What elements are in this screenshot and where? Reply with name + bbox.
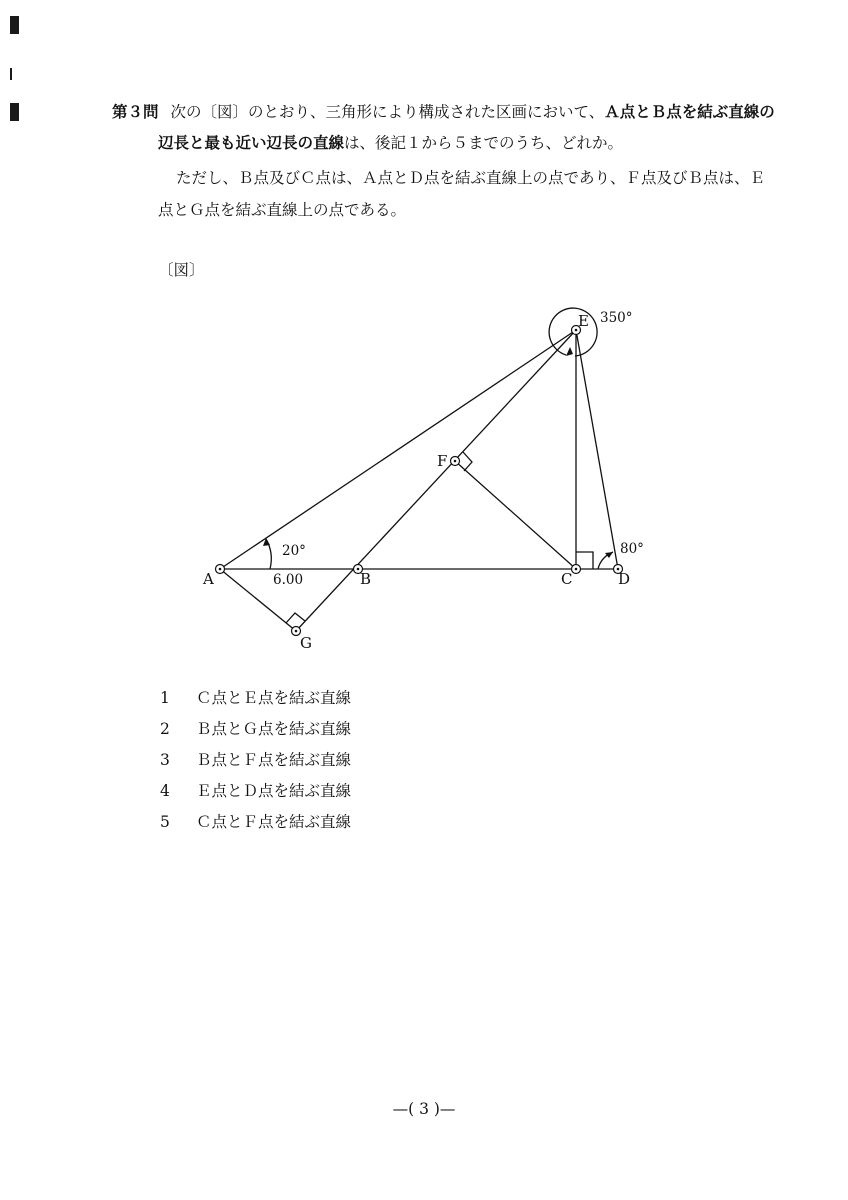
choice-number: 4: [160, 782, 170, 800]
arrowhead-E: [566, 347, 573, 356]
line-AE: [220, 330, 576, 569]
line-FC: [455, 461, 576, 569]
question-text-bold: Ａ点とＢ点を結ぶ直線の: [604, 103, 775, 121]
angle-label-A: 20°: [282, 543, 306, 559]
choice-item: [160, 717, 351, 748]
label-G: G: [300, 634, 312, 652]
question-text-bold: 辺長と最も近い辺長の直線: [158, 134, 345, 152]
right-angle-F: [463, 452, 472, 471]
line-GE: [296, 330, 576, 631]
figure-label: 〔図〕: [158, 261, 205, 279]
choice-number: 2: [160, 720, 170, 738]
choice-number: 5: [160, 813, 170, 831]
choice-text: Ｃ点とＦ点を結ぶ直線: [196, 813, 352, 831]
label-D: D: [618, 570, 631, 588]
note-line2: 点とＧ点を結ぶ直線上の点である。: [158, 201, 407, 219]
choice-item: [160, 810, 351, 841]
choice-number: 1: [160, 689, 170, 707]
length-label-AB: 6.00: [273, 572, 304, 588]
note-line1: ただし、Ｂ点及びＣ点は、Ａ点とＤ点を結ぶ直線上の点であり、Ｆ点及びＢ点は、Ｅ: [176, 169, 766, 187]
arrowhead-D: [605, 552, 613, 558]
page-number: —( 3 )—: [392, 1100, 456, 1118]
angle-label-D: 80°: [620, 541, 644, 557]
choice-text: Ｂ点とＦ点を結ぶ直線: [196, 751, 352, 769]
choice-item: [160, 748, 351, 779]
right-angle-G: [286, 613, 305, 623]
choice-item: [160, 686, 351, 717]
question-text-part: は、後記１から５までのうち、どれか。: [344, 134, 624, 152]
choices-list: [160, 686, 351, 841]
question-text-part: 次の〔図〕のとおり、三角形により構成された区画において、: [170, 103, 605, 121]
label-E: E: [578, 312, 589, 330]
choice-text: Ｅ点とＤ点を結ぶ直線: [196, 782, 352, 800]
choice-item: [160, 779, 351, 810]
question-number: 第３問: [112, 103, 159, 121]
choice-number: 3: [160, 751, 170, 769]
label-B: B: [360, 570, 372, 588]
line-ED: [576, 330, 618, 569]
label-F: F: [437, 452, 448, 470]
label-C: C: [561, 570, 573, 588]
angle-label-E: 350°: [600, 310, 633, 326]
label-A: A: [203, 570, 214, 588]
choice-text: Ｂ点とＧ点を結ぶ直線: [196, 720, 352, 738]
choice-text: Ｃ点とＥ点を結ぶ直線: [196, 689, 352, 707]
